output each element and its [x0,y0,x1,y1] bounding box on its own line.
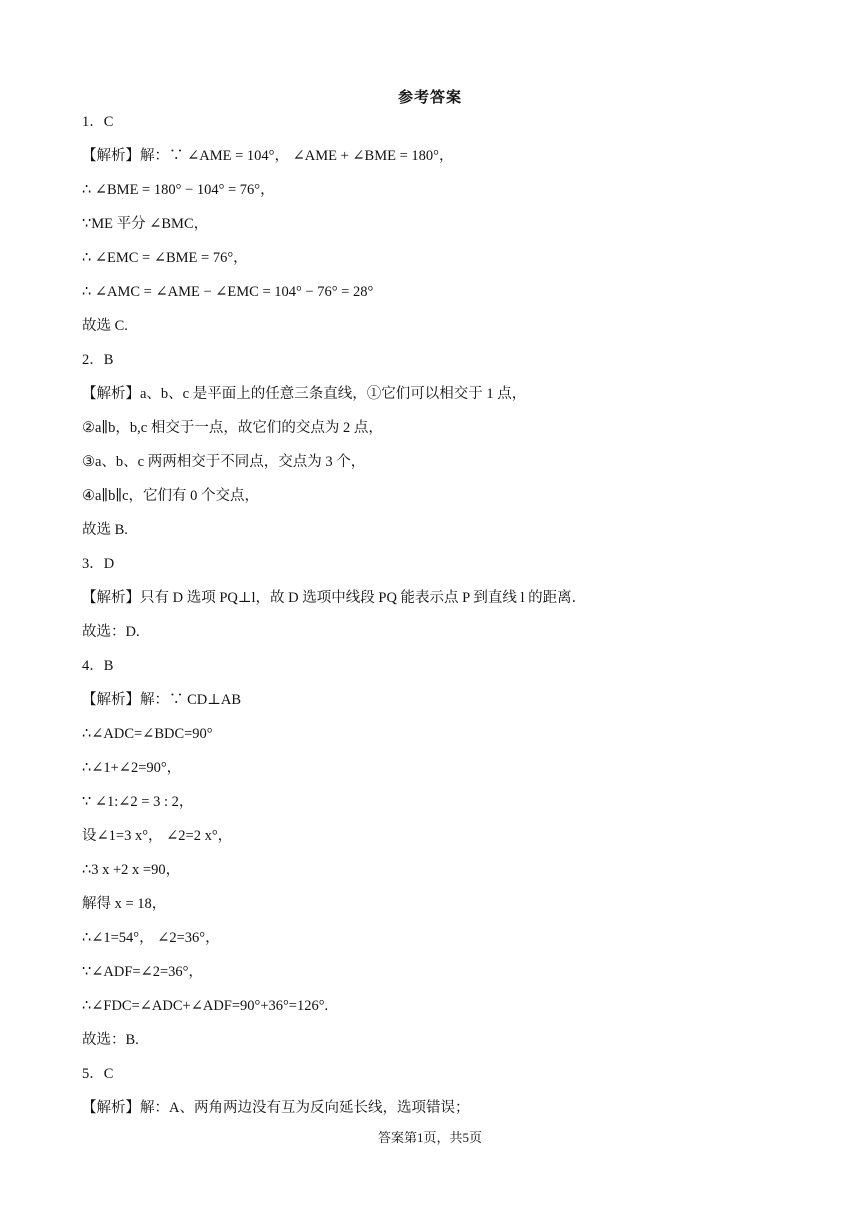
answer-line: ∴∠FDC=∠ADC+∠ADF=90°+36°=126°. [82,998,329,1014]
answer-line: ∴ ∠AMC = ∠AME − ∠EMC = 104° − 76° = 28° [82,284,374,300]
answer-line: 解得 x = 18， [82,896,167,912]
answer-line: 【解析】解：∵ ∠AME = 104°， ∠AME + ∠BME = 180°， [82,148,454,164]
answer-line: ∴ ∠EMC = ∠BME = 76°， [82,250,248,266]
answer-line: ∵ ∠1:∠2 = 3 : 2， [82,794,194,810]
answer-line: 【解析】a、b、c 是平面上的任意三条直线，①它们可以相交于 1 点， [82,386,527,402]
answer-line: 1．C [82,114,114,130]
answer-line: 【解析】解：A、两角两边没有互为反向延长线，选项错误； [82,1100,470,1116]
answer-line: 故选：B. [82,1032,139,1048]
answer-line: 2．B [82,352,114,368]
answer-line: 3．D [82,556,115,572]
answer-line: 【解析】解：∵ CD⊥AB [82,692,242,708]
answer-line: 【解析】只有 D 选项 PQ⊥l，故 D 选项中线段 PQ 能表示点 P 到直线 l 的距离． [82,590,587,606]
answer-line: ∵ME 平分 ∠BMC， [82,216,209,232]
page-footer: 答案第1页，共5页 [377,1130,482,1145]
answer-line: ∴3 x +2 x =90， [82,862,181,878]
answer-line: 故选 C. [82,318,128,334]
answer-line: 4．B [82,658,114,674]
answer-line: 故选：D. [82,624,140,640]
answer-line: ③a、b、c 两两相交于不同点，交点为 3 个， [82,454,366,470]
answer-line: 5．C [82,1066,114,1082]
answer-line: ∴∠1+∠2=90°， [82,760,182,776]
answer-line: 设∠1=3 x°， ∠2=2 x°， [82,828,233,844]
answer-line: ∴∠ADC=∠BDC=90° [82,726,213,742]
answer-line: ②a∥b，b,c 相交于一点，故它们的交点为 2 点， [82,420,383,436]
answer-line: 故选 B. [82,522,128,538]
answer-line: ∴∠1=54°， ∠2=36°， [82,930,220,946]
page-title: 参考答案 [397,90,462,106]
answer-line: ④a∥b∥c，它们有 0 个交点， [82,488,260,504]
answer-body [82,110,802,1130]
answer-line: ∵∠ADF=∠2=36°， [82,964,203,980]
answer-line: ∴ ∠BME = 180° − 104° = 76°， [82,182,275,198]
